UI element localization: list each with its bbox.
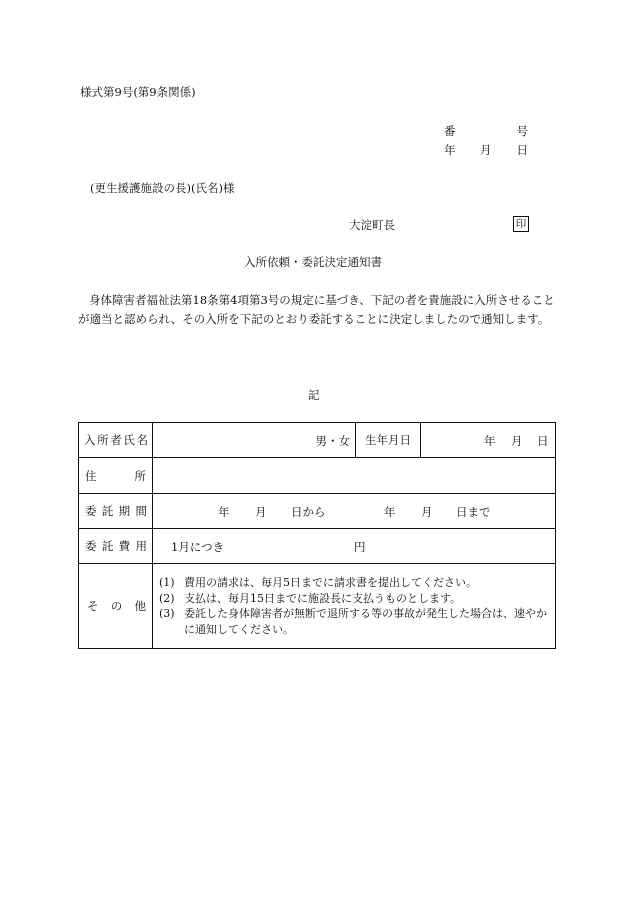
note-item: (1) 費用の請求は、毎月5日までに請求書を提出してください。 xyxy=(159,576,477,589)
address-label: 住 所 xyxy=(79,458,153,494)
form-number: 様式第9号(第9条関係) xyxy=(80,85,196,99)
fee-label: 委 託 費 用 xyxy=(79,529,153,564)
date-month: 月 xyxy=(480,143,492,157)
note-item: (3) 委託した身体障害者が無断で退所する等の事故が発生した場合は、速やかに通知してください。 xyxy=(159,607,547,636)
table-row xyxy=(79,564,556,649)
period-label: 委 託 期 間 xyxy=(79,494,153,529)
document-number-line xyxy=(444,123,528,139)
details-table xyxy=(78,422,556,649)
birth-month: 月 xyxy=(511,434,523,448)
body-text: 身体障害者福祉法第18条第4項第3号の規定に基づき、下記の者を貴施設に入所させることが適当と認められ、その入所を下記のとおり委託することに決定しましたので通知します。 xyxy=(78,293,555,326)
period-value-cell[interactable] xyxy=(153,494,556,529)
period-year-to: 年 xyxy=(384,505,396,519)
note-item: (2) 支払は、毎月15日までに施設長に支払うものとします。 xyxy=(159,591,462,605)
gender-options[interactable]: 男・女 xyxy=(315,434,350,448)
period-month-from: 月 xyxy=(255,505,267,519)
birth-day: 日 xyxy=(537,434,549,448)
period-from: 日から xyxy=(291,505,326,519)
period-month-to: 月 xyxy=(421,505,433,519)
fee-value-cell[interactable] xyxy=(153,529,556,564)
birth-year: 年 xyxy=(484,434,496,448)
name-value-cell[interactable] xyxy=(153,423,356,458)
seal-mark: 印 xyxy=(513,216,529,232)
name-label: 入 所 者 氏 名 xyxy=(79,423,153,458)
period-year-from: 年 xyxy=(218,505,230,519)
table-row xyxy=(79,458,556,494)
period-to: 日まで xyxy=(456,505,491,519)
notes-cell xyxy=(153,564,556,649)
ki-heading: 記 xyxy=(308,388,320,402)
sender: 大淀町長 xyxy=(349,218,395,232)
birth-value-cell[interactable] xyxy=(421,423,556,458)
address-value-cell[interactable] xyxy=(153,458,556,494)
birth-label: 生年月日 xyxy=(356,423,421,458)
fee-unit: 円 xyxy=(354,540,366,554)
table-row xyxy=(79,423,556,458)
number-suffix: 号 xyxy=(516,124,528,138)
table-row xyxy=(79,494,556,529)
addressee: (更生援護施設の長)(氏名)様 xyxy=(90,181,235,195)
fee-per-month: 1月につき xyxy=(171,540,225,554)
date-year: 年 xyxy=(444,143,456,157)
other-label: そ の 他 xyxy=(79,564,153,649)
document-title: 入所依頼・委託決定通知書 xyxy=(244,255,382,269)
number-label: 番 xyxy=(444,124,456,138)
date-day: 日 xyxy=(516,143,528,157)
table-row xyxy=(79,529,556,564)
